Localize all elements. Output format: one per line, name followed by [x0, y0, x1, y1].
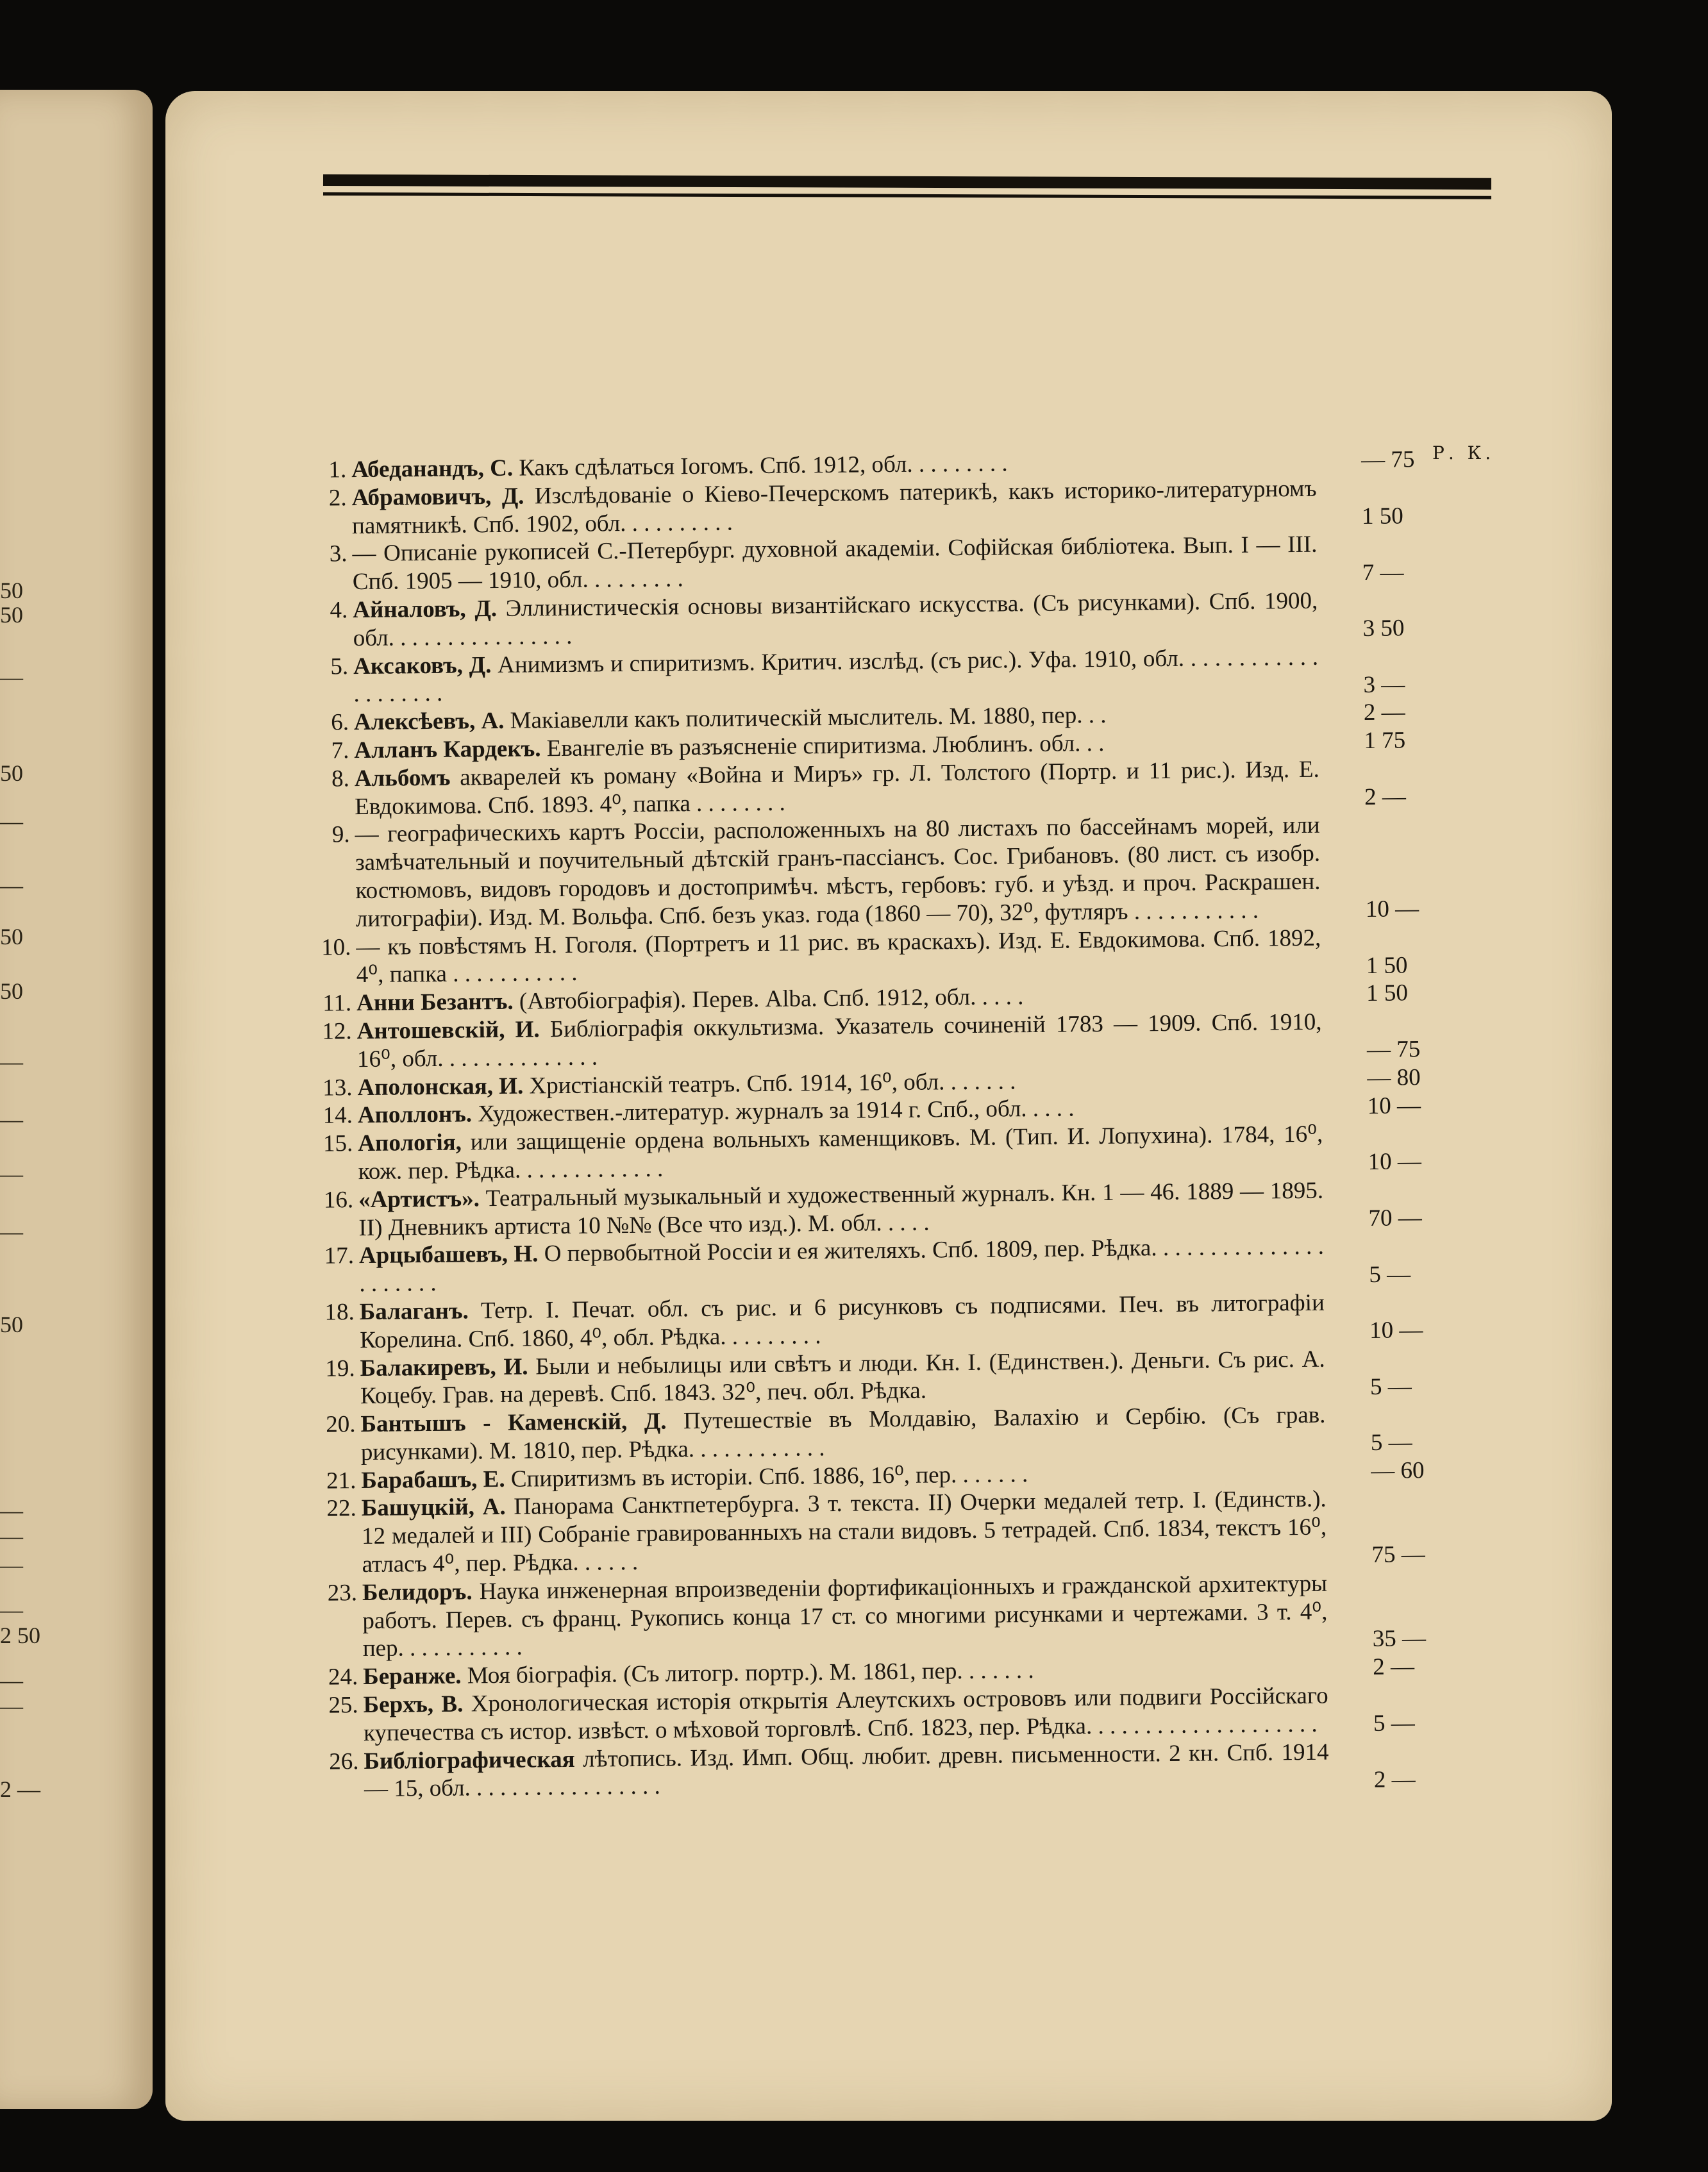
entry-number: 14. — [322, 1102, 353, 1129]
entry-number: 6. — [331, 709, 349, 736]
header-rule-thick — [323, 174, 1491, 190]
entry-price: 5 — — [1369, 1260, 1411, 1288]
entry-description — [358, 1176, 1324, 1242]
left-page-price: 2 — — [0, 1776, 40, 1802]
entry-price: 10 — — [1369, 1317, 1423, 1344]
entry-author: Библіографическая — [364, 1746, 575, 1775]
entry-text: или защищеніе ордена вольныхъ каменщиковъ. М. (Тип. И. Лопухина). 1784, 16⁰, кож. пер. Рѣдка. . . . . . . . . . . . . — [358, 1121, 1323, 1185]
entry-price: 10 — — [1365, 895, 1419, 923]
entry-price: — 60 — [1371, 1457, 1425, 1484]
entry-text: акварелей къ роману «Война и Миръ» гр. Л. Толстого (Портр. и 11 рис.). Изд. Е. Евдокимова. Спб. 1893. 4⁰, папка . . . . . . . . — [355, 756, 1319, 820]
entry-number: 9. — [331, 821, 350, 848]
entry-number: 3. — [329, 540, 347, 567]
entry-author: Беранже. — [363, 1662, 462, 1691]
left-page-price: — — [0, 808, 23, 834]
entry-description — [356, 1008, 1322, 1074]
entry-author: Аксаковъ, Д. — [353, 651, 492, 680]
entry-text: Какъ сдѣлаться Іогомъ. Спб. 1912, обл. . . . . . . . . — [519, 450, 1008, 481]
entry-author: Абрамовичъ, Д. — [351, 483, 524, 511]
entry-price: 2 — — [1373, 1653, 1415, 1681]
left-page-price: 50 — [0, 924, 23, 949]
entry-description — [360, 1345, 1325, 1410]
entry-number: 23. — [327, 1580, 358, 1607]
left-page-price: — — [0, 1161, 23, 1187]
entry-price: 10 — — [1367, 1092, 1421, 1119]
left-page-price: — — [0, 664, 23, 690]
entry-price: 1 50 — [1361, 503, 1403, 530]
entry-author: Берхъ, В. — [363, 1691, 464, 1719]
left-page-price: — — [0, 1523, 23, 1549]
entry-number: 19. — [325, 1355, 355, 1382]
entry-author: Балаганъ. — [359, 1298, 469, 1325]
entry-price: 10 — — [1368, 1148, 1422, 1176]
entry-price: 1 50 — [1366, 980, 1409, 1007]
entry-price: 3 — — [1363, 671, 1405, 698]
entry-number: 21. — [326, 1467, 356, 1494]
entry-price: 5 — — [1370, 1429, 1412, 1457]
entry-author: Апологія, — [358, 1129, 462, 1157]
entry-description — [355, 812, 1321, 933]
entry-text: Эллинистическія основы византійскаго искусства. (Съ рисунками). Спб. 1900, обл. . . . . . . . . . . . . . . . — [353, 587, 1318, 651]
entry-author: Белидоръ. — [362, 1578, 473, 1606]
entry-text: — Описаніе рукописей С.-Петербург. духовной академіи. Софійская библіотека. Вып. I — III. Спб. 1905 — 1910, обл. . . . . . . . . — [352, 531, 1318, 596]
entry-number: 15. — [322, 1130, 353, 1157]
entry-number: 12. — [322, 1018, 352, 1045]
left-page-price: — — [0, 1597, 23, 1623]
entry-price: 5 — — [1369, 1373, 1412, 1400]
entry-text: Были и небылицы или свѣтъ и люди. Кн. I. (Единствен.). Деньги. Съ рис. А. Коцебу. Грав. на деревѣ. Спб. 1843. 32⁰, печ. обл. Рѣдка. — [360, 1346, 1325, 1410]
entry-description — [362, 1485, 1327, 1579]
left-page-price: — — [0, 1219, 23, 1244]
entry-author: Аполлонъ. — [357, 1101, 473, 1129]
entry-price: 5 — — [1373, 1710, 1415, 1737]
left-page-price: 50 — [0, 602, 23, 628]
entry-text: Библіографія оккультизма. Указатель сочиненій 1783 — 1909. Спб. 1910, 16⁰, обл. . . . . . . . . . . . . . — [356, 1008, 1322, 1073]
left-page-price: 2 50 — [0, 1623, 40, 1648]
entry-description — [359, 1233, 1325, 1298]
entry-text: Путешествіе въ Молдавію, Валахію и Сербію. (Съ грав. рисунками). М. 1810, пер. Рѣдка. . . . . . . . . . . . — [360, 1401, 1326, 1466]
entry-description — [353, 587, 1318, 653]
catalog-page — [165, 91, 1612, 2121]
entry-description — [360, 1289, 1325, 1355]
entry-author: Алланъ Кардекъ. — [354, 735, 541, 764]
entry-price: — 80 — [1367, 1064, 1421, 1091]
entry-number: 20. — [326, 1411, 356, 1438]
entry-text: (Автобіографія). Перев. Alba. Спб. 1912, обл. . . . . — [519, 983, 1024, 1015]
catalog-entry — [304, 1483, 1561, 1580]
entry-number: 5. — [330, 653, 349, 680]
entry-number: 11. — [322, 990, 352, 1017]
entry-author: Арцыбашевъ, Н. — [358, 1241, 539, 1269]
entry-description — [352, 531, 1318, 596]
left-facing-page — [0, 90, 153, 2109]
left-page-price: 50 — [0, 1312, 23, 1337]
entry-price: 2 — — [1373, 1766, 1416, 1793]
entry-text: Хронологическая исторія открытія Алеутскихъ острововъ или подвиги Россійскаго купечества съ истор. извѣст. о мѣховой торговлѣ. Спб. 1823, пер. Рѣдка. . . . . . . . . . . . . . . . . . . . — [363, 1682, 1328, 1746]
catalog-entries — [294, 444, 1563, 1804]
entry-price: — 75 — [1361, 446, 1415, 474]
entry-price: 70 — — [1368, 1205, 1422, 1232]
left-page-price: — — [0, 1552, 23, 1578]
entry-description — [363, 1682, 1328, 1748]
entry-author: Барабашъ, Е. — [361, 1466, 505, 1494]
left-page-price: — — [0, 1049, 23, 1074]
entry-number: 22. — [326, 1495, 356, 1523]
entry-text: Театральный музыкальный и художественный журналъ. Кн. 1 — 46. 1889 — 1895. II) Дневникъ артиста 10 №№ (Все что изд.). М. обл. . . . . — [358, 1177, 1324, 1241]
entry-number: 16. — [323, 1186, 354, 1214]
entry-price: 75 — — [1371, 1541, 1425, 1568]
entry-number: 13. — [322, 1074, 353, 1101]
entry-description — [362, 1569, 1328, 1663]
entry-text: Изслѣдованіе о Кіево-Печерскомъ патерикѣ, какъ историко-литературномъ памятникѣ. Спб. 1902, обл. . . . . . . . . . — [351, 475, 1317, 539]
entry-description — [364, 1738, 1329, 1803]
entry-author: Антошевскій, И. — [356, 1016, 540, 1045]
header-rule-thin — [323, 192, 1491, 199]
entry-author: Балакиревъ, И. — [360, 1353, 528, 1382]
entry-author: Альбомъ — [354, 764, 451, 792]
left-page-price: 50 — [0, 578, 23, 603]
entry-price: 1 75 — [1364, 727, 1406, 755]
entry-text: Макіавелли какъ политическій мыслитель. М. 1880, пер. . . — [510, 702, 1107, 734]
entry-description — [355, 755, 1320, 821]
entry-text: Евангеліе въ разъясненіе спиритизма. Люблинъ. обл. . . — [546, 730, 1105, 762]
entry-number: 26. — [329, 1748, 359, 1775]
entry-author: Аполонская, И. — [357, 1073, 524, 1101]
catalog-entry — [305, 1567, 1562, 1664]
entry-author: «Артистъ». — [358, 1185, 480, 1213]
entry-price: 7 — — [1362, 558, 1404, 586]
entry-number: 8. — [331, 765, 350, 792]
left-page-price: — — [0, 1693, 23, 1719]
entry-text: Христіанскій театръ. Спб. 1914, 16⁰, обл. . . . . . . — [529, 1067, 1016, 1099]
entry-author: Алексѣевъ, А. — [353, 708, 505, 736]
entry-text: Спиритизмъ въ исторіи. Спб. 1886, 16⁰, пер. . . . . . . — [510, 1460, 1028, 1492]
entry-text: Моя біографія. (Съ литогр. портр.). М. 1861, пер. . . . . . . — [467, 1657, 1034, 1689]
entry-description — [360, 1401, 1326, 1467]
entry-text: — географическихъ картъ Россіи, расположенныхъ на 80 листахъ по бассейнамъ морей, или замѣчательный и поучительный дѣтскій гранъ-пассіансъ. Сос. Грибановъ. (80 лист. съ изобр. костюмовъ, видовъ городовъ и достопримѣч. мѣстъ, гербовъ: губ. и уѣзд. и проч. Раскрашен. литографіи). Изд. М. Вольфа. Спб. безъ указ. года (1860 — 70), 32⁰, футляръ . . . . . . . . . . . — [355, 812, 1321, 932]
catalog-entry — [297, 810, 1555, 934]
entry-author: Анни Безантъ. — [356, 988, 514, 1017]
entry-author: Айналовъ, Д. — [353, 595, 498, 624]
entry-number: 10. — [321, 933, 351, 961]
entry-number: 2. — [328, 485, 347, 512]
entry-author: Башуцкій, А. — [361, 1494, 506, 1522]
entry-price: 35 — — [1372, 1625, 1427, 1652]
entry-price: 2 — — [1364, 783, 1407, 810]
entry-text: О первобытной Россіи и ея жителяхъ. Спб. 1809, пер. Рѣдка. . . . . . . . . . . . . . . . . . . . . . — [359, 1233, 1325, 1298]
entry-price: 3 50 — [1362, 615, 1405, 642]
entry-author: Бантышъ - Каменскій, Д. — [360, 1408, 667, 1438]
entry-number: 4. — [330, 597, 348, 624]
entry-description — [351, 474, 1317, 540]
entry-number: 18. — [324, 1299, 355, 1326]
entry-text: — къ повѣстямъ Н. Гоголя. (Портретъ и 11 рис. въ краскахъ). Изд. Е. Евдокимова. Спб. 1892, 4⁰, папка . . . . . . . . . . . — [356, 924, 1321, 989]
entry-description — [358, 1121, 1323, 1186]
entry-text: Анимизмъ и спиритизмъ. Критич. изслѣд. (съ рис.). Уфа. 1910, обл. . . . . . . . . . . . . . . . . . . . — [353, 644, 1319, 708]
entry-text: Наука инженерная впроизведеніи фортификаціонныхъ и гражданской архитектуры работъ. Перев. съ франц. Рукопись конца 17 ст. со многими рисунками и чертежами. 3 т. 4⁰, пер. . . . . . . . . . . — [362, 1570, 1328, 1662]
entry-text: Тетр. I. Печат. обл. съ рис. и 6 рисунковъ съ подписями. Печ. въ литографіи Корелина. Спб. 1860, 4⁰, обл. Рѣдка. . . . . . . . . — [360, 1289, 1325, 1353]
entry-text: лѣтопись. Изд. Имп. Общ. любит. древн. письменности. 2 кн. Спб. 1914 — 15, обл. . . . . . . . . . . . . . . . . — [364, 1739, 1329, 1803]
left-page-price: — — [0, 1667, 23, 1693]
entry-text: Панорама Санктпетербурга. 3 т. текста. II) Очерки медалей тетр. I. (Единств.). 12 медалей и III) Собраніе гравированныхъ на стали видовъ. 5 тетрадей. Спб. 1834, текстъ 16⁰, атласъ 4⁰, пер. Рѣдка. . . . . . — [361, 1486, 1327, 1578]
entry-price: 1 50 — [1366, 952, 1408, 979]
catalog-entry — [306, 1736, 1563, 1804]
entry-description — [356, 924, 1321, 989]
left-page-price: 50 — [0, 760, 23, 786]
entry-number: 17. — [324, 1242, 355, 1269]
left-page-price: 50 — [0, 978, 23, 1004]
entry-number: 24. — [328, 1664, 358, 1691]
currency-header: Р. К. — [1432, 442, 1495, 464]
left-page-price: — — [0, 1498, 23, 1523]
entry-text: Художествен.-литератур. журналъ за 1914 г. Спб., обл. . . . . — [478, 1095, 1075, 1128]
entry-number: 7. — [331, 737, 349, 764]
entry-price: — 75 — [1366, 1036, 1421, 1064]
entry-description — [353, 643, 1319, 708]
entry-number: 25. — [328, 1692, 358, 1719]
entry-author: Абеданандъ, С. — [351, 455, 514, 483]
left-page-price: — — [0, 873, 23, 898]
entry-price: 2 — — [1363, 699, 1405, 726]
left-page-price: — — [0, 1107, 23, 1132]
entry-number: 1. — [328, 456, 347, 483]
